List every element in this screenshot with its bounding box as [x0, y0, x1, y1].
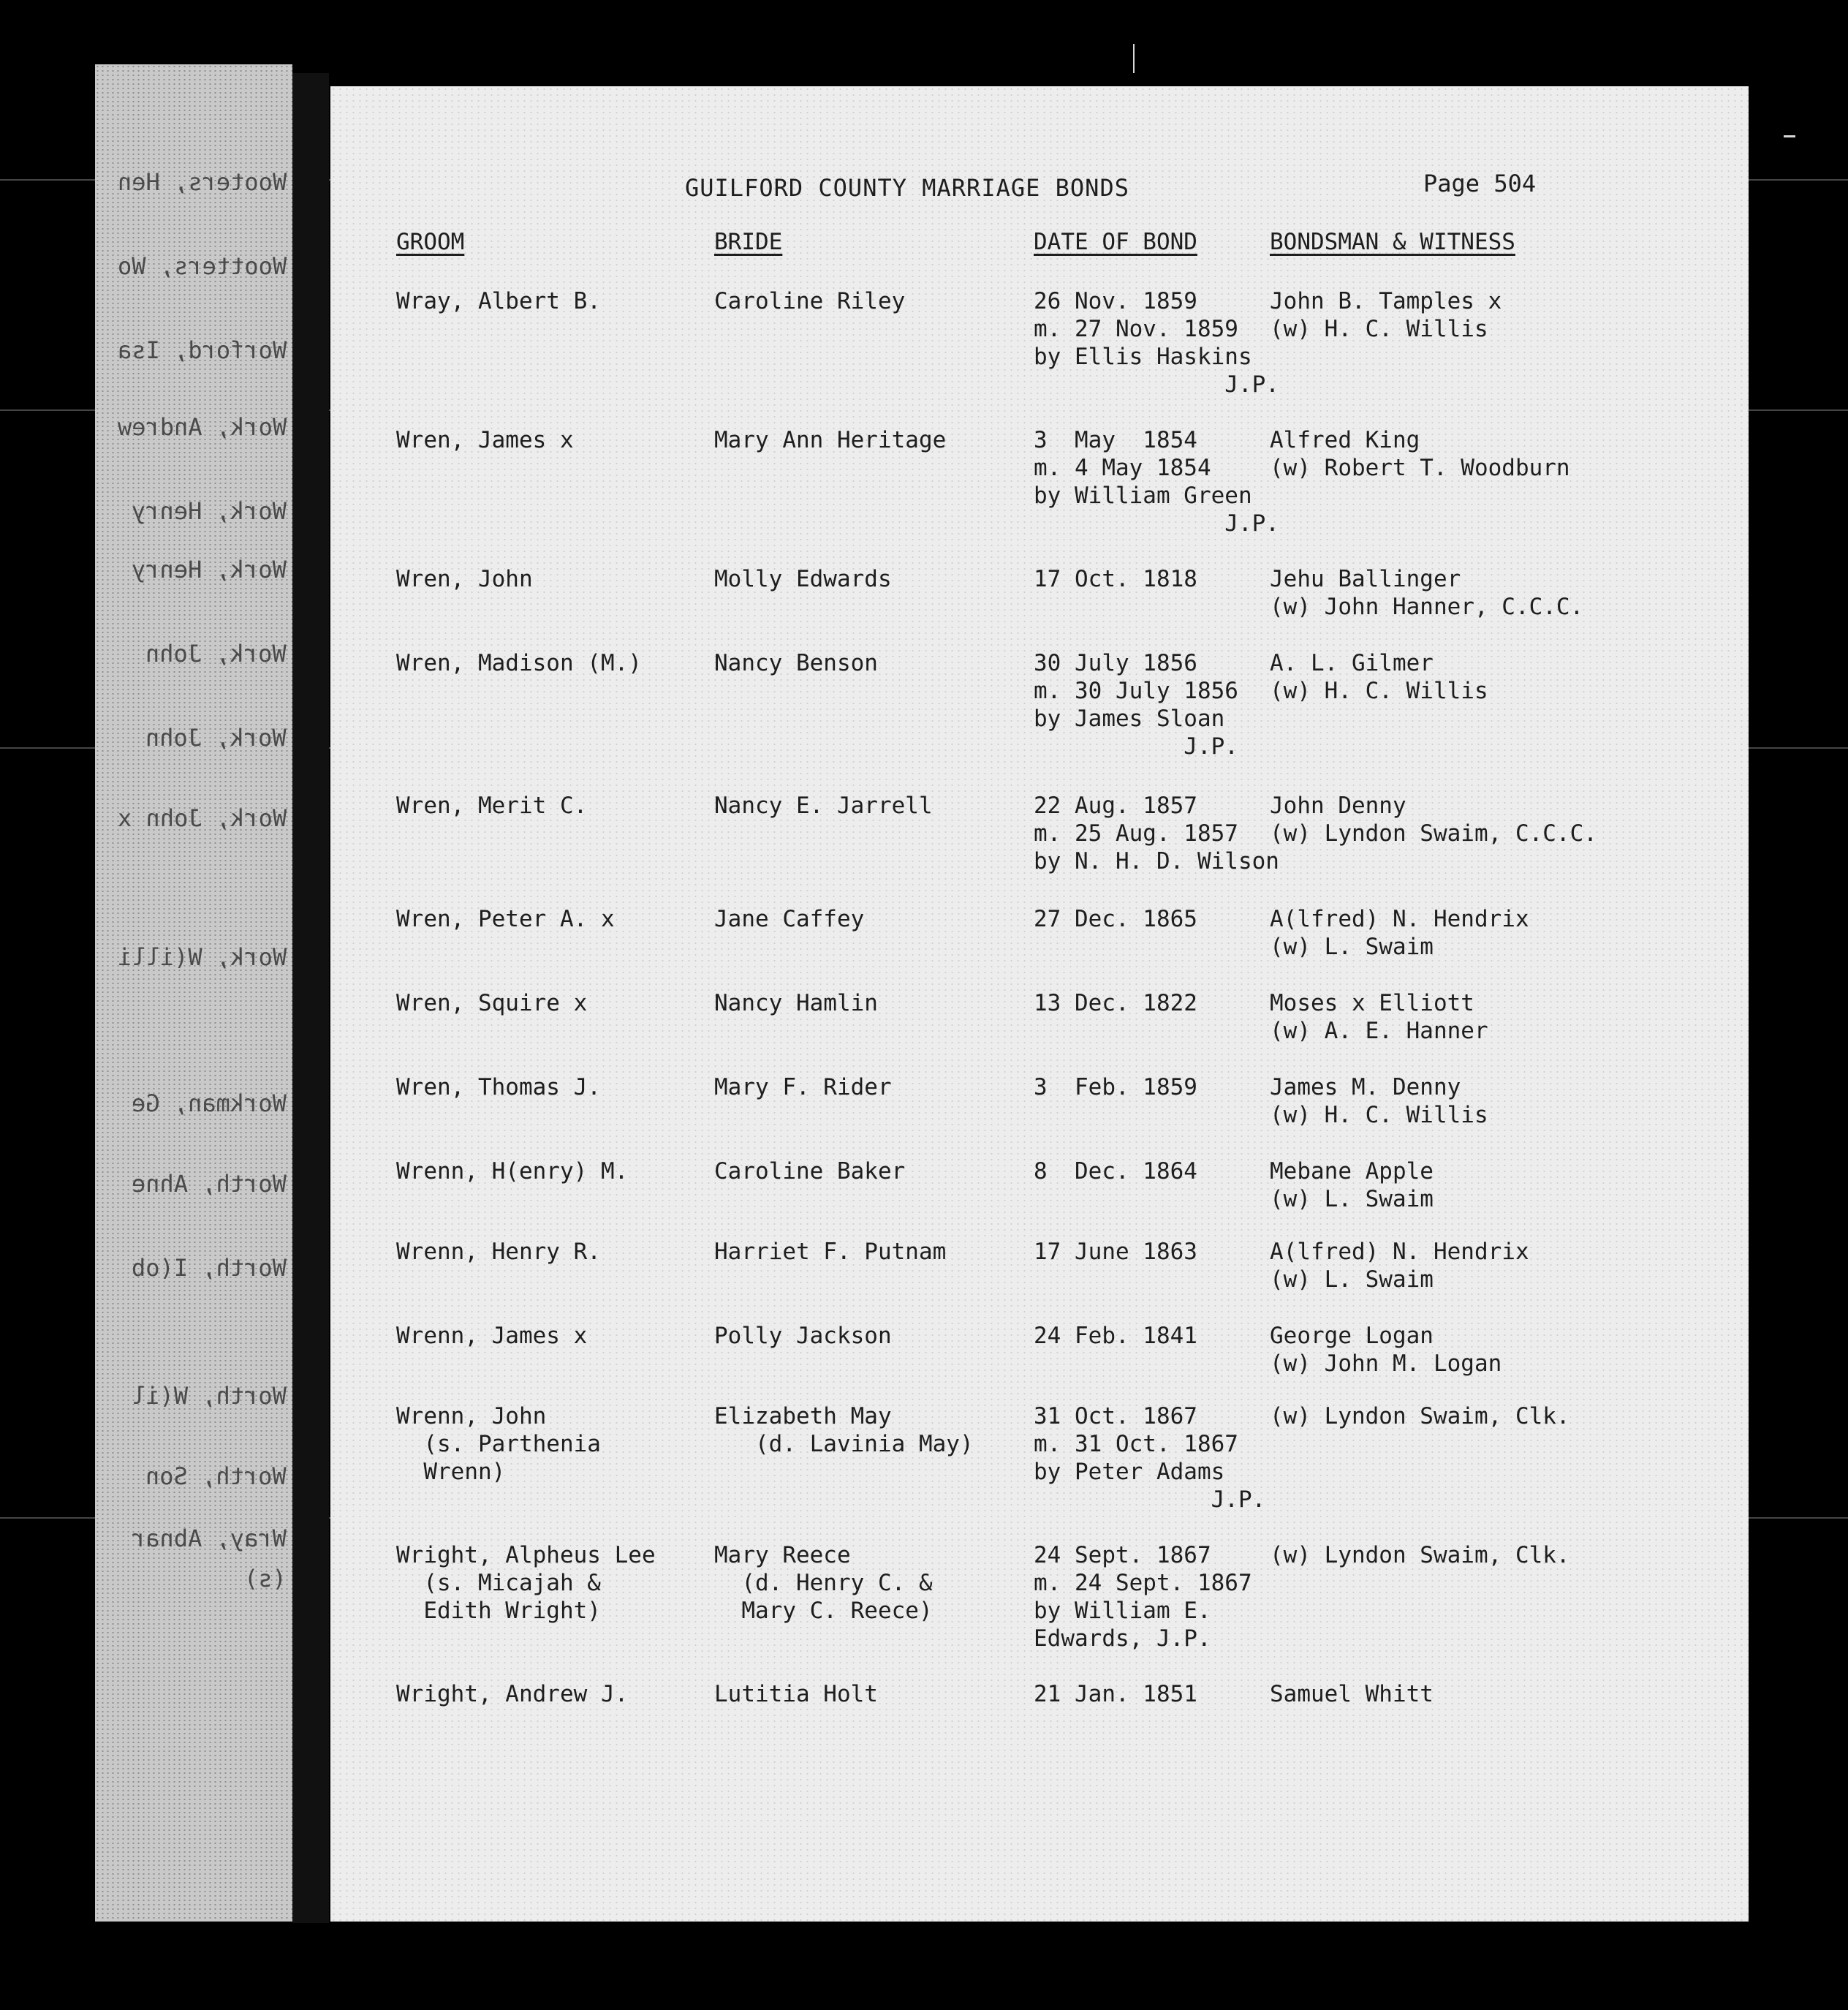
- previous-page-fragment: Work, W(illi: [117, 943, 287, 971]
- entry-bondsman: Moses x Elliott (w) A. E. Hanner: [1270, 990, 1488, 1044]
- entry-bride: Nancy E. Jarrell: [714, 793, 933, 819]
- previous-page-fragment: Wootters, Wo: [117, 252, 287, 280]
- previous-page-fragment: Work, John: [145, 724, 287, 752]
- previous-page-fragment: Work, Henry: [132, 556, 287, 583]
- entry-groom: Wren, James x: [396, 427, 574, 453]
- previous-page-fragment: (s): [244, 1565, 287, 1592]
- entry-date: 30 July 1856 m. 30 July 1856 by James Sloan J.P.: [1034, 650, 1238, 760]
- entry-groom: Wright, Andrew J.: [396, 1681, 629, 1707]
- entry-bride: Caroline Riley: [714, 288, 906, 314]
- entry-date: 13 Dec. 1822: [1034, 990, 1197, 1016]
- entry-groom: Wrenn, Henry R.: [396, 1239, 601, 1265]
- previous-page-fragment: Worth, Ahne: [132, 1170, 287, 1198]
- entry-bondsman: Samuel Whitt: [1270, 1681, 1434, 1707]
- entry-bride: Nancy Hamlin: [714, 990, 878, 1016]
- entry-groom: Wren, Peter A. x: [396, 906, 615, 932]
- entry-bride: Molly Edwards: [714, 566, 892, 592]
- entry-date: 17 Oct. 1818: [1034, 566, 1197, 592]
- entry-groom: Wren, John: [396, 566, 533, 592]
- page-title: GUILFORD COUNTY MARRIAGE BONDS: [685, 174, 1129, 202]
- entry-groom: Wren, Squire x: [396, 990, 588, 1016]
- previous-page-fragment: Wooters, Hen: [117, 168, 287, 196]
- previous-page-fragment: Work, Henry: [132, 497, 287, 525]
- entry-bride: Elizabeth May (d. Lavinia May): [714, 1403, 974, 1457]
- entry-date: 31 Oct. 1867 m. 31 Oct. 1867 by Peter Adams J.P.: [1034, 1403, 1266, 1513]
- page-header: [330, 170, 1749, 211]
- entry-bondsman: Mebane Apple (w) L. Swaim: [1270, 1158, 1434, 1212]
- previous-page-fragment: Wray, Abnar: [132, 1524, 287, 1552]
- entry-bride: Mary Reece (d. Henry C. & Mary C. Reece): [714, 1542, 933, 1624]
- entry-date: 21 Jan. 1851: [1034, 1681, 1197, 1707]
- entry-bride: Lutitia Holt: [714, 1681, 878, 1707]
- header-groom: GROOM: [396, 229, 465, 255]
- entry-groom: Wrenn, James x: [396, 1323, 588, 1349]
- header-bride: BRIDE: [714, 229, 783, 255]
- entry-groom: Wren, Thomas J.: [396, 1074, 601, 1100]
- entry-bride: Nancy Benson: [714, 650, 878, 676]
- entry-groom: Wren, Madison (M.): [396, 650, 642, 676]
- entry-bride: Harriet F. Putnam: [714, 1239, 947, 1265]
- entry-bride: Caroline Baker: [714, 1158, 906, 1185]
- entry-bondsman: A(lfred) N. Hendrix (w) L. Swaim: [1270, 1239, 1529, 1293]
- entry-date: 22 Aug. 1857 m. 25 Aug. 1857 by N. H. D. Wilson: [1034, 793, 1279, 874]
- header-bondsman-witness: BONDSMAN & WITNESS: [1270, 229, 1515, 255]
- previous-page-fragment: Work, Andrew: [117, 413, 287, 441]
- entry-date: 24 Feb. 1841: [1034, 1323, 1197, 1349]
- entry-bride: Polly Jackson: [714, 1323, 892, 1349]
- entry-date: 17 June 1863: [1034, 1239, 1197, 1265]
- previous-page-fragment: Worth, W(il: [132, 1382, 287, 1410]
- entry-bondsman: John B. Tamples x (w) H. C. Willis: [1270, 288, 1502, 342]
- entry-bondsman: John Denny (w) Lyndon Swaim, C.C.C.: [1270, 793, 1597, 847]
- previous-page-fragment: Worth, Son: [145, 1462, 287, 1490]
- entry-date: 3 Feb. 1859: [1034, 1074, 1197, 1100]
- previous-page-fragment: Worford, Isa: [117, 336, 287, 364]
- entry-date: 8 Dec. 1864: [1034, 1158, 1197, 1185]
- header-date-of-bond: DATE OF BOND: [1034, 229, 1197, 255]
- scan-speck: [1784, 135, 1795, 137]
- entry-bride: Mary F. Rider: [714, 1074, 892, 1100]
- entry-groom: Wright, Alpheus Lee (s. Micajah & Edith Wright): [396, 1542, 656, 1624]
- previous-page-fragment: Workman, Ge: [132, 1089, 287, 1117]
- entry-groom: Wren, Merit C.: [396, 793, 588, 819]
- previous-page-strip: [95, 64, 292, 1922]
- entry-groom: Wrenn, John (s. Parthenia Wrenn): [396, 1403, 601, 1485]
- book-binding: [292, 73, 329, 1923]
- previous-page-fragment: Work, John x: [117, 804, 287, 832]
- entry-bondsman: George Logan (w) John M. Logan: [1270, 1323, 1502, 1377]
- entry-bondsman: Alfred King (w) Robert T. Woodburn: [1270, 427, 1570, 481]
- scan-speck: [1133, 44, 1135, 73]
- entry-bride: Jane Caffey: [714, 906, 865, 932]
- entry-bondsman: (w) Lyndon Swaim, Clk.: [1270, 1542, 1570, 1568]
- page-number: Page 504: [1423, 170, 1537, 197]
- entry-bondsman: (w) Lyndon Swaim, Clk.: [1270, 1403, 1570, 1429]
- entry-date: 27 Dec. 1865: [1034, 906, 1197, 932]
- entry-bondsman: Jehu Ballinger (w) John Hanner, C.C.C.: [1270, 566, 1584, 620]
- entry-date: 26 Nov. 1859 m. 27 Nov. 1859 by Ellis Haskins J.P.: [1034, 288, 1279, 398]
- column-headers: [330, 229, 1749, 265]
- entry-bondsman: A(lfred) N. Hendrix (w) L. Swaim: [1270, 906, 1529, 960]
- register-page: [330, 86, 1749, 1922]
- entry-groom: Wrenn, H(enry) M.: [396, 1158, 629, 1185]
- entry-bondsman: A. L. Gilmer (w) H. C. Willis: [1270, 650, 1488, 704]
- previous-page-fragment: Worth, I(ob: [132, 1254, 287, 1282]
- entry-date: 24 Sept. 1867 m. 24 Sept. 1867 by William E. Edwards, J.P.: [1034, 1542, 1252, 1652]
- entry-bride: Mary Ann Heritage: [714, 427, 947, 453]
- previous-page-fragment: Work, John: [145, 640, 287, 668]
- entry-bondsman: James M. Denny (w) H. C. Willis: [1270, 1074, 1488, 1128]
- entry-groom: Wray, Albert B.: [396, 288, 601, 314]
- entry-date: 3 May 1854 m. 4 May 1854 by William Green J.P.: [1034, 427, 1279, 537]
